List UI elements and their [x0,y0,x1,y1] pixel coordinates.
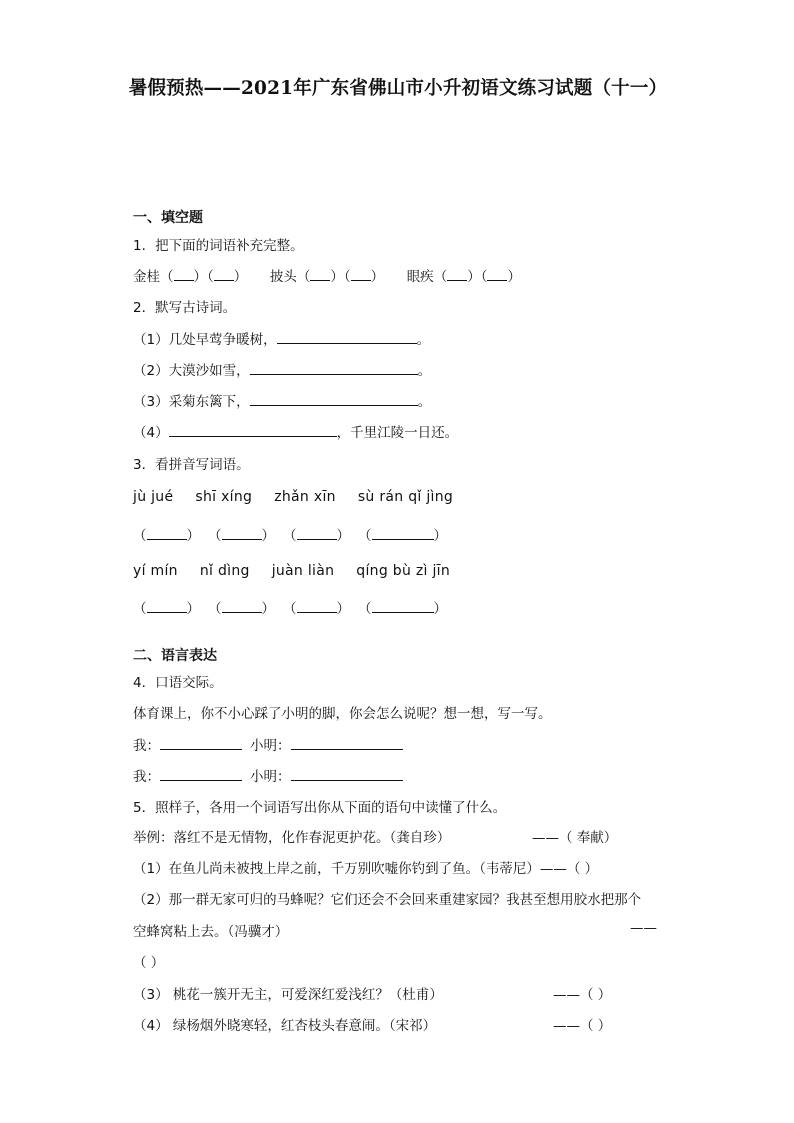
pinyin-answers-row-1 [133,524,447,544]
question-5-item-2-line-2: 空蜂窝粘上去。（冯骥才） [133,924,289,940]
item-2-dash: —— [630,920,657,936]
question-5-prompt: 5．照样子，各用一个词语写出你从下面的语句中读懂了什么。 [133,800,507,816]
paren: （ [133,528,147,544]
answer-blank[interactable] [447,266,467,281]
dialog-line-1 [133,734,403,754]
item-number: （4） [133,425,169,441]
paren: （ [358,601,372,617]
item-number: （1） [133,332,169,348]
answer-blank[interactable] [277,329,417,344]
pinyin-answers-row-2 [133,597,447,617]
paren: （ [343,269,351,285]
pinyin: zhǎn xīn [274,489,336,505]
paren: ） [261,601,275,617]
speaker-xiaoming: 小明： [250,738,291,754]
paren: ） [186,601,200,617]
paren: ） [330,269,344,285]
paren: ） [336,601,350,617]
answer-blank[interactable] [250,391,418,406]
question-1-words [133,265,521,285]
paren: （ [160,269,174,285]
word-yanji: 眼疾 [406,269,434,285]
paren: ） [261,528,275,544]
paren: ） [233,269,248,285]
poem-text: 几处早莺争暖树， [168,332,277,348]
answer-blank[interactable] [214,266,234,281]
page-title: 暑假预热——2021年广东省佛山市小升初语文练习试题（十一） [128,78,668,99]
paren: （ [283,528,297,544]
item-number: （2） [133,363,169,379]
question-1-prompt: 1．把下面的词语补充完整。 [133,238,304,254]
answer-blank[interactable] [222,525,262,540]
answer-blank[interactable] [222,598,262,613]
answer-blank[interactable] [291,766,403,781]
paren: （ [296,269,311,285]
speaker-me: 我： [133,738,160,754]
word-pitou: 披头 [269,269,297,285]
answer-blank[interactable] [250,360,418,375]
pinyin-row-2 [133,563,450,579]
paren: （ [133,601,147,617]
answer-blank[interactable] [351,266,371,281]
pinyin: nǐ dìng [199,563,250,579]
item-number: （3） [133,394,169,410]
question-5-item-1: （1）在鱼儿尚未被拽上岸之前，千万别吹嘘你钓到了鱼。（韦蒂尼）——（ ） [133,861,599,877]
poem-text: 大漠沙如雪， [168,363,250,379]
poem-line-2 [133,359,431,379]
pinyin: shī xíng [195,489,253,505]
answer-blank[interactable] [174,266,194,281]
paren: （ [480,269,488,285]
paren: （ [208,601,222,617]
example-answer: ——（ 奉献） [532,830,618,846]
answer-blank[interactable] [372,598,434,613]
answer-blank[interactable] [297,525,337,540]
answer-blank[interactable] [147,598,187,613]
question-5-item-3: （3） 桃花一簇开无主，可爱深红爱浅红？（杜甫） [133,987,443,1003]
paren: ） [467,269,481,285]
speaker-xiaoming: 小明： [250,769,291,785]
question-5-item-2-line-1: （2）那一群无家可归的马蜂呢？它们还会不会回来重建家园？我甚至想用胶水把那个 [133,892,642,908]
answer-blank[interactable] [487,266,507,281]
poem-text: 采菊东篱下， [168,394,250,410]
pinyin: sù rán qǐ jìng [357,489,454,505]
poem-line-4 [133,421,458,441]
question-5-item-4: （4） 绿杨烟外晓寒轻，红杏枝头春意闹。（宋祁） [133,1018,437,1034]
question-5-example: 举例：落红不是无情物，化作春泥更护花。（龚自珍） [133,830,451,846]
answer-blank[interactable] [169,422,337,437]
paren: （ [208,528,222,544]
speaker-me: 我： [133,769,160,785]
answer-blank[interactable] [310,266,330,281]
question-2-prompt: 2．默写古诗词。 [133,300,237,316]
pinyin-row-1 [133,489,453,505]
poem-line-3 [133,390,431,410]
paren: ） [193,269,207,285]
pinyin: yí mín [133,563,178,579]
section-heading-language-expression: 二、语言表达 [133,648,217,664]
paren: ） [433,528,447,544]
answer-blank[interactable] [160,766,242,781]
paren: ） [370,269,385,285]
paren: ） [186,528,200,544]
paren: （ [358,528,372,544]
question-3-prompt: 3．看拼音写词语。 [133,457,250,473]
poem-text: ，千里江陵一日还。 [336,425,459,441]
paren: （ [207,269,214,285]
answer-blank[interactable] [372,525,434,540]
item-3-answer: ——（ ） [553,987,612,1003]
punct: 。 [417,394,432,410]
punct: 。 [417,363,432,379]
answer-blank[interactable] [147,525,187,540]
poem-line-1 [133,328,430,348]
dialog-line-2 [133,765,403,785]
paren: （ [433,269,448,285]
pinyin: jù jué [133,489,174,505]
answer-blank[interactable] [297,598,337,613]
pinyin: juàn liàn [271,563,335,579]
paren: ） [507,269,521,285]
punct: 。 [416,332,431,348]
paren: ） [433,601,447,617]
item-4-answer: ——（ ） [553,1018,612,1034]
paren: ） [336,528,350,544]
paren: （ [283,601,297,617]
question-4-prompt: 4．口语交际。 [133,675,223,691]
word-jingui: 金桂 [133,269,160,285]
question-4-scenario: 体育课上，你不小心踩了小明的脚，你会怎么说呢？想一想，写一写。 [133,706,552,722]
pinyin: qíng bù zì jīn [356,563,451,579]
answer-blank[interactable] [291,735,403,750]
answer-blank[interactable] [160,735,242,750]
section-heading-fill-blanks: 一、填空题 [133,210,203,226]
item-2-answer-paren: （ ） [133,955,165,971]
